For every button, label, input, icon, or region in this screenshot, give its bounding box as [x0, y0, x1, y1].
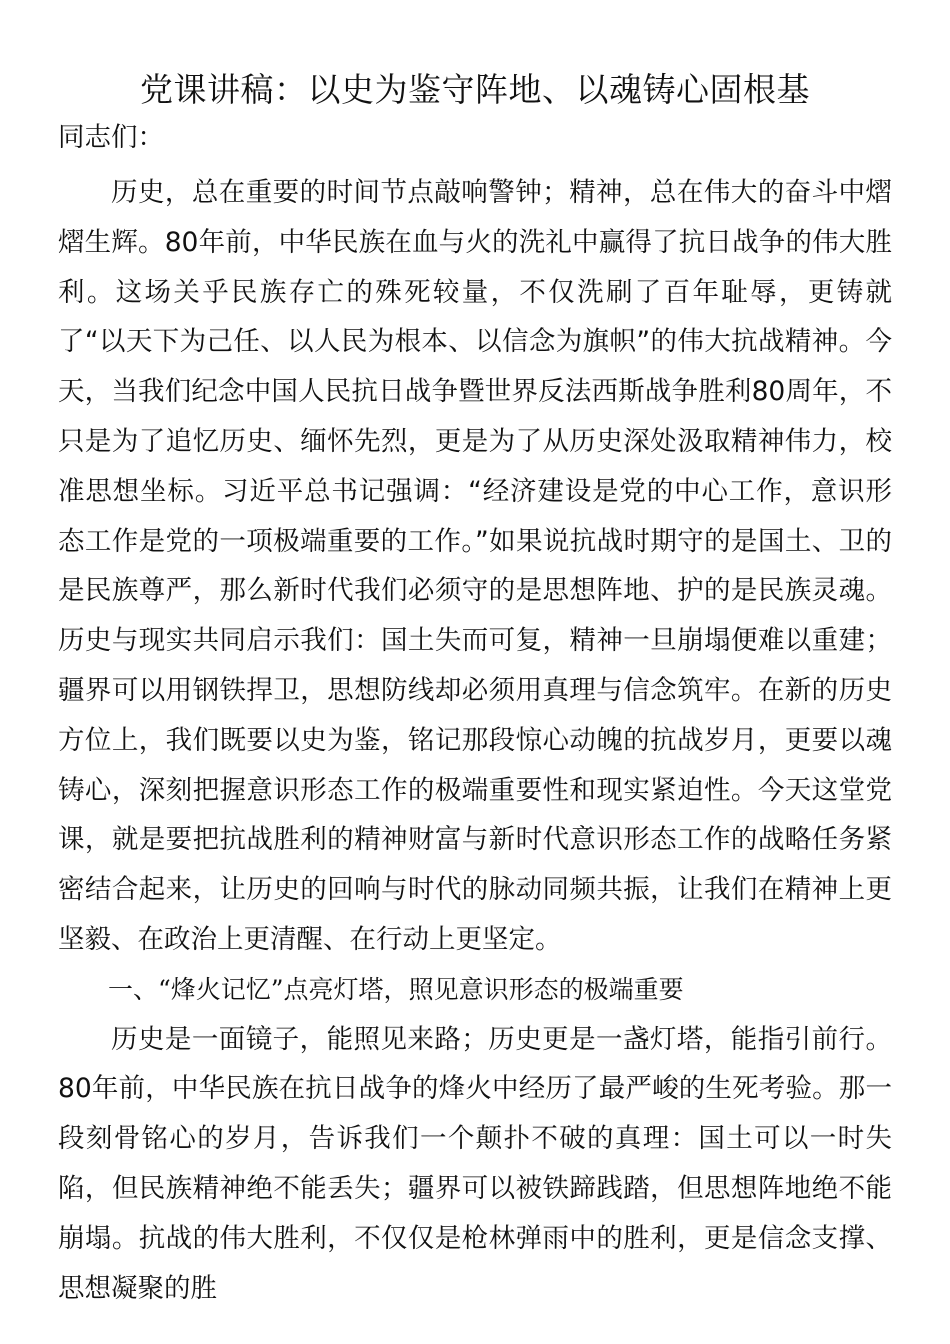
salutation: 同志们：	[58, 122, 164, 153]
document-title: 党课讲稿：以史为鉴守阵地、以魂铸心固根基	[140, 70, 810, 109]
section-paragraph: 历史是一面镜子，能照见来路；历史更是一盏灯塔，能指引前行。80年前，中华民族在抗日战争的烽火中经历了最严峻的生死考验。那一段刻骨铭心的岁月，告诉我们一个颠扑不破的真理：国土可以一时失陷，但民族精神绝不能丢失；疆界可以被铁蹄践踏，但思想阵地绝不能崩塌。抗战的伟大胜利，不仅仅是枪林弹雨中的胜利，更是信念支撑、思想凝聚的胜	[58, 1023, 892, 1304]
intro-paragraph: 历史，总在重要的时间节点敲响警钟；精神，总在伟大的奋斗中熠熠生辉。80年前，中华民族在血与火的洗礼中赢得了抗日战争的伟大胜利。这场关乎民族存亡的殊死较量，不仅洗刷了百年耻辱，更铸就了“以天下为己任、以人民为根本、以信念为旗帜”的伟大抗战精神。今天，当我们纪念中国人民抗日战争暨世界反法西斯战争胜利80周年，不只是为了追忆历史、缅怀先烈，更是为了从历史深处汲取精神伟力，校准思想坐标。习近平总书记强调：“经济建设是党的中心工作，意识形态工作是党的一项极端重要的工作。”如果说抗战时期守的是国土、卫的是民族尊严，那么新时代我们必须守的是思想阵地、护的是民族灵魂。历史与现实共同启示我们：国土失而可复，精神一旦崩塌便难以重建；疆界可以用钢铁捍卫，思想防线却必须用真理与信念筑牢。在新的历史方位上，我们既要以史为鉴，铭记那段惊心动魄的抗战岁月，更要以魂铸心，深刻把握意识形态工作的极端重要性和现实紧迫性。今天这堂党课，就是要把抗战胜利的精神财富与新时代意识形态工作的战略任务紧密结合起来，让历史的回响与时代的脉动同频共振，让我们在精神上更坚毅、在政治上更清醒、在行动上更坚定。	[58, 177, 892, 955]
document-page	[58, 62, 892, 1313]
section-heading: 一、“烽火记忆”点亮灯塔，照见意识形态的极端重要	[108, 974, 684, 1004]
